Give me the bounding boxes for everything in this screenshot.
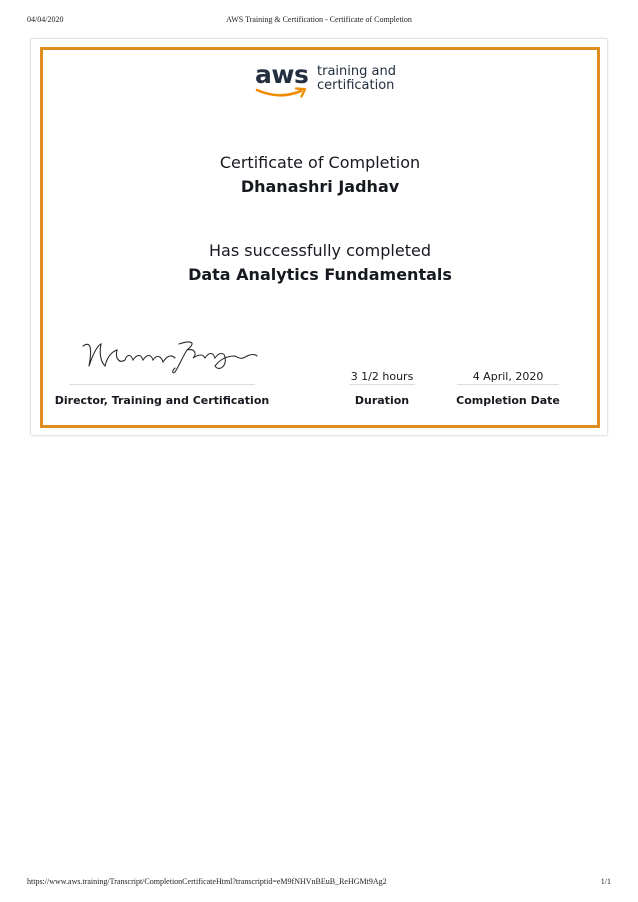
signature-image xyxy=(79,336,259,376)
aws-training-logo xyxy=(255,61,405,106)
aws-smile-icon xyxy=(255,86,311,100)
course-name: Data Analytics Fundamentals xyxy=(188,265,452,284)
print-page-number: 1/1 xyxy=(600,877,611,886)
print-title: AWS Training & Certification - Certificate of Completion xyxy=(226,15,412,24)
signature-divider xyxy=(69,384,255,385)
print-date: 04/04/2020 xyxy=(27,15,64,24)
certificate-frame xyxy=(40,47,600,428)
logo-tagline-line1: training and xyxy=(317,64,396,79)
logo-tagline xyxy=(317,65,396,93)
print-url: https://www.aws.training/Transcript/CompletionCertificateHtml?transcriptid=eM9fNHVnBEuB_ReHGMt9Ag2 xyxy=(27,877,387,886)
duration-label: Duration xyxy=(354,394,410,407)
duration-value: 3 1/2 hours xyxy=(350,370,414,383)
completion-date-value: 4 April, 2020 xyxy=(472,370,544,383)
logo-wordmark: aws xyxy=(255,60,309,89)
date-divider xyxy=(457,384,559,385)
completed-label: Has successfully completed xyxy=(209,241,431,260)
certificate-heading: Certificate of Completion xyxy=(219,153,421,172)
completion-date-label: Completion Date xyxy=(456,394,560,407)
recipient-name: Dhanashri Jadhav xyxy=(240,177,400,196)
signature-label: Director, Training and Certification xyxy=(54,394,270,407)
certificate-card xyxy=(30,38,608,436)
duration-divider xyxy=(349,384,415,385)
logo-tagline-line2: certification xyxy=(317,78,395,93)
